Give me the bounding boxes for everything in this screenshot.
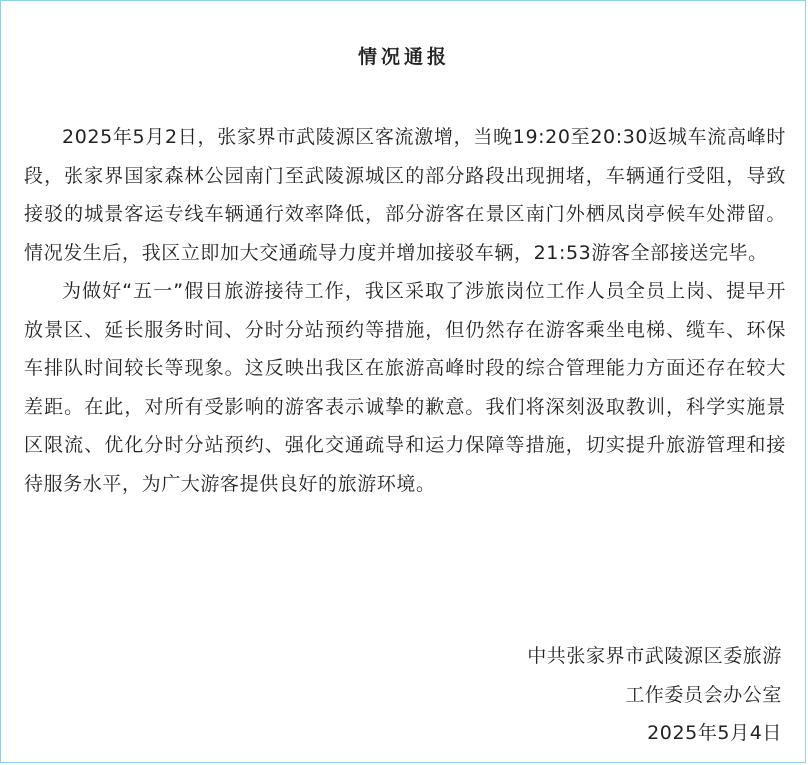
paragraph-1: 2025年5月2日，张家界市武陵源区客流激增，当晚19:20至20:30返城车流高峰时段，张家界国家森林公园南门至武陵源城区的部分路段出现拥堵，车辆通行受阻，导致接驳的城景客运专线车辆通行效率降低，部分游客在景区南门外栖凤岗亭候车处滞留。情况发生后，我区立即加大交通疏导力度并增加接驳车辆，21:53游客全部接送完毕。 <box>24 126 786 264</box>
signature-org-line2: 工作委员会办公室 <box>625 683 782 706</box>
signature-org-line1: 中共张家界市武陵源区委旅游 <box>527 645 782 667</box>
paragraph-2: 为做好“五一”假日旅游接待工作，我区采取了涉旅岗位工作人员全员上岗、提早开放景区、延长服务时间、分时分站预约等措施，但仍然存在游客乘坐电梯、缆车、环保车排队时间较长等现象。这反映出我区在旅游高峰时段的综合管理能力方面还存在较大差距。在此，对所有受影响的游客表示诚挚的歉意。我们将深刻汲取教训，科学实施景区限流、优化分时分站预约、强化交通疏导和运力保障等措施，切实提升旅游管理和接待服务水平，为广大游客提供良好的旅游环境。 <box>24 280 786 495</box>
notice-title: 情况通报 <box>357 46 450 68</box>
signature-block <box>527 637 782 753</box>
signature-date: 2025年5月4日 <box>647 722 782 744</box>
notice-body <box>24 118 786 503</box>
